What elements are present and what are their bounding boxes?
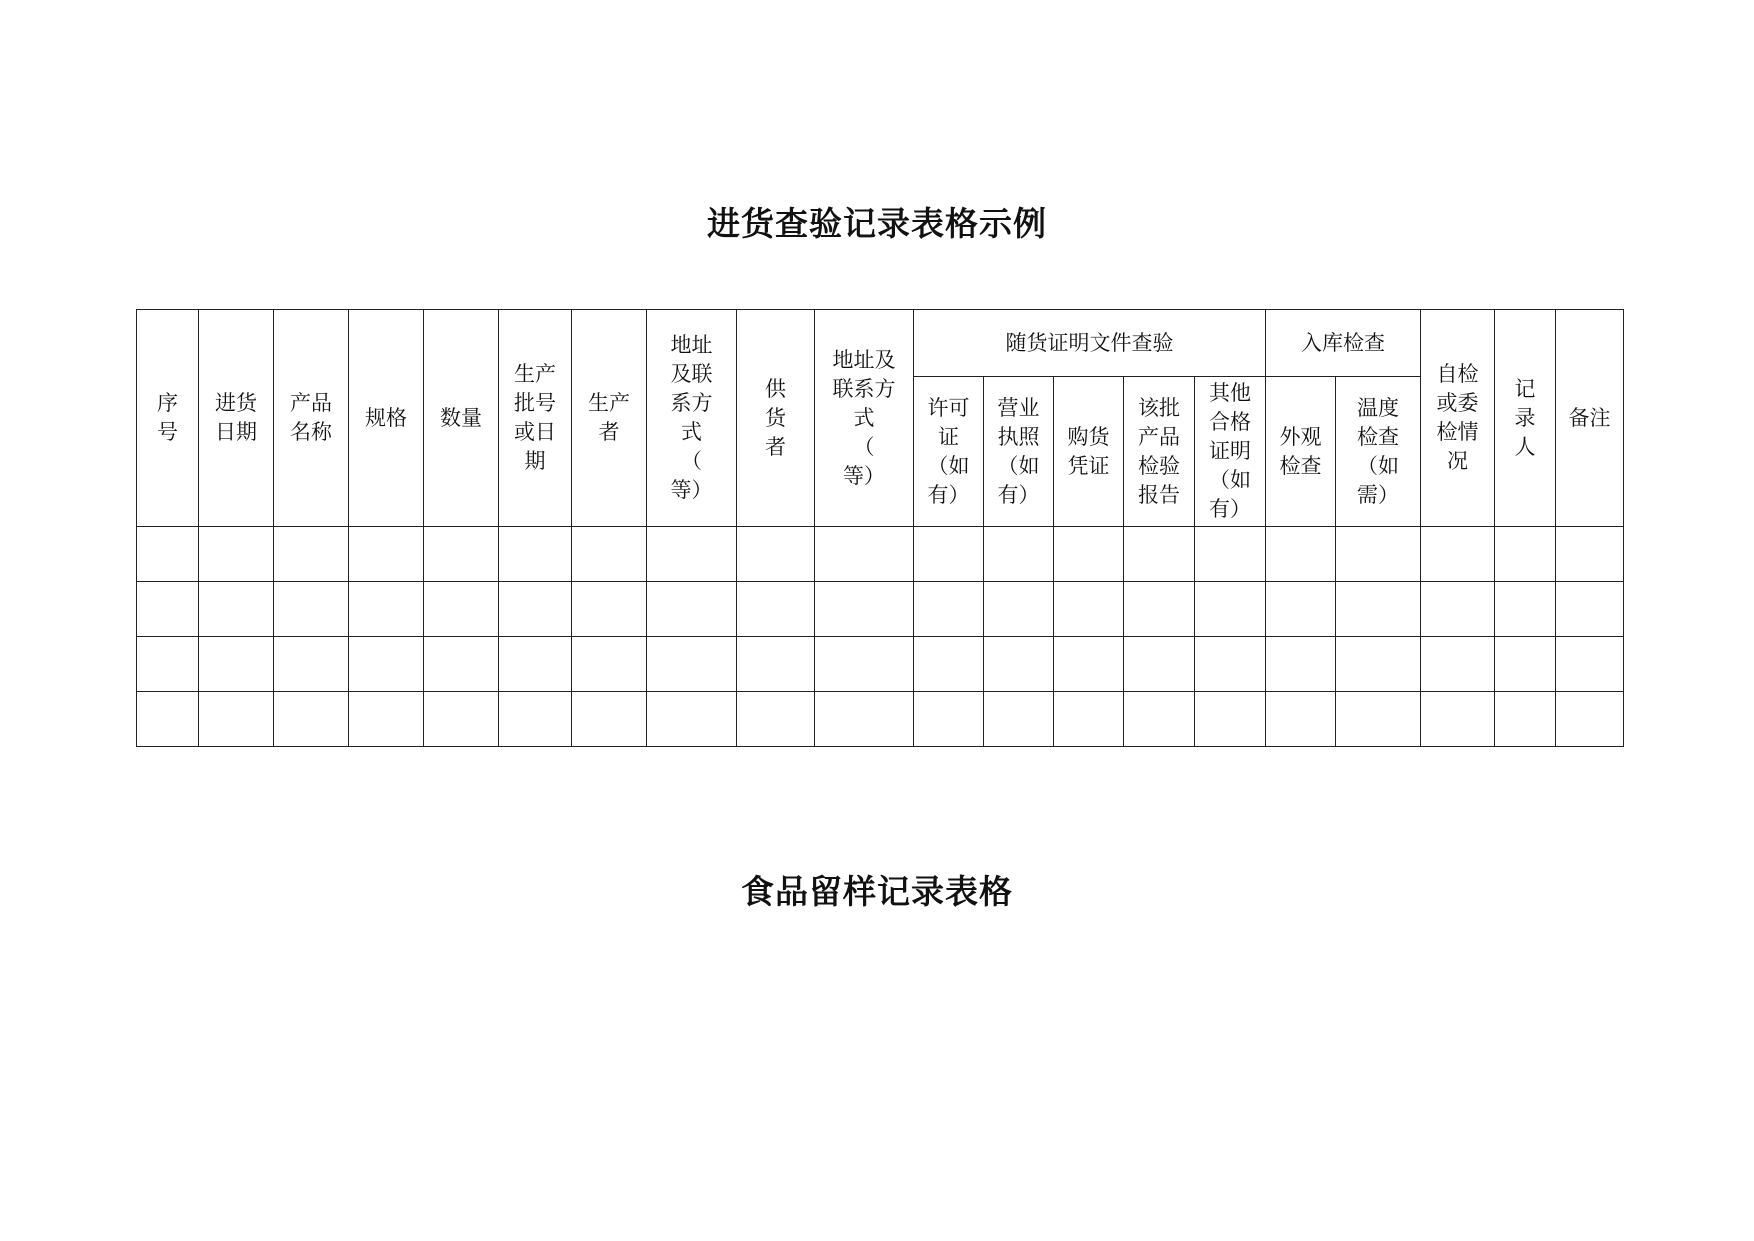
- table-cell: [1556, 527, 1624, 582]
- table-cell: [914, 582, 984, 637]
- table-cell: [1195, 582, 1266, 637]
- table-cell: [914, 527, 984, 582]
- table-cell: [984, 692, 1054, 747]
- header-license: 许可 证 （如 有）: [914, 377, 984, 527]
- table-cell: [1556, 692, 1624, 747]
- table-cell: [499, 582, 572, 637]
- table-cell: [737, 692, 815, 747]
- table-cell: [1195, 527, 1266, 582]
- table-cell: [274, 637, 349, 692]
- table-cell: [499, 637, 572, 692]
- header-batch: 生产 批号 或日 期: [499, 310, 572, 527]
- header-row-top: [137, 310, 1624, 377]
- page-title: 进货查验记录表格示例: [707, 204, 1047, 243]
- table-cell: [1124, 692, 1195, 747]
- table-cell: [1054, 582, 1124, 637]
- table-cell: [1124, 637, 1195, 692]
- table-cell: [914, 637, 984, 692]
- table-cell: [424, 637, 499, 692]
- header-producer-contact: 地址 及联 系方 式 （ 等）: [647, 310, 737, 527]
- table-cell: [1054, 527, 1124, 582]
- header-product-name: 产品 名称: [274, 310, 349, 527]
- table-cell: [1421, 692, 1495, 747]
- table-cell: [1495, 582, 1556, 637]
- table-row: [137, 637, 1624, 692]
- table-cell: [137, 692, 199, 747]
- table-cell: [1195, 637, 1266, 692]
- table-cell: [274, 692, 349, 747]
- table-body: [137, 527, 1624, 747]
- table-cell: [137, 582, 199, 637]
- table-cell: [499, 527, 572, 582]
- table-cell: [984, 582, 1054, 637]
- table-cell: [1266, 637, 1336, 692]
- table-cell: [1336, 527, 1421, 582]
- table-cell: [1421, 527, 1495, 582]
- table-cell: [274, 582, 349, 637]
- table-cell: [499, 692, 572, 747]
- table-cell: [349, 637, 424, 692]
- header-appearance-check: 外观 检查: [1266, 377, 1336, 527]
- header-other-cert: 其他 合格 证明 （如 有）: [1195, 377, 1266, 527]
- header-supplier-contact: 地址及 联系方 式 （ 等）: [815, 310, 914, 527]
- header-storage-group: 入库检查: [1266, 310, 1421, 377]
- header-temperature-check: 温度 检查 （如 需）: [1336, 377, 1421, 527]
- table-cell: [1556, 637, 1624, 692]
- table-cell: [1195, 692, 1266, 747]
- header-batch-report: 该批 产品 检验 报告: [1124, 377, 1195, 527]
- header-docs-group: 随货证明文件查验: [914, 310, 1266, 377]
- header-remarks: 备注: [1556, 310, 1624, 527]
- table-cell: [737, 527, 815, 582]
- header-supplier: 供 货 者: [737, 310, 815, 527]
- table-cell: [1336, 692, 1421, 747]
- header-self-inspection: 自检 或委 检情 况: [1421, 310, 1495, 527]
- table-cell: [1421, 637, 1495, 692]
- table-cell: [737, 637, 815, 692]
- header-purchase-date: 进货 日期: [199, 310, 274, 527]
- header-quantity: 数量: [424, 310, 499, 527]
- header-purchase-voucher: 购货 凭证: [1054, 377, 1124, 527]
- table-cell: [572, 582, 647, 637]
- purchase-inspection-table: [136, 309, 1624, 747]
- section-title: 食品留样记录表格: [741, 872, 1013, 911]
- table-cell: [199, 527, 274, 582]
- table-cell: [572, 692, 647, 747]
- table-cell: [137, 527, 199, 582]
- table-cell: [349, 527, 424, 582]
- table-cell: [647, 637, 737, 692]
- table-cell: [1266, 692, 1336, 747]
- table-cell: [1054, 637, 1124, 692]
- table-row: [137, 692, 1624, 747]
- table-cell: [349, 692, 424, 747]
- table-cell: [349, 582, 424, 637]
- table-cell: [815, 692, 914, 747]
- header-producer: 生产 者: [572, 310, 647, 527]
- table-cell: [424, 692, 499, 747]
- header-seq: 序 号: [137, 310, 199, 527]
- header-business-license: 营业 执照 （如 有）: [984, 377, 1054, 527]
- table-cell: [647, 692, 737, 747]
- table-cell: [137, 637, 199, 692]
- table-cell: [199, 692, 274, 747]
- table-cell: [984, 637, 1054, 692]
- table-cell: [815, 637, 914, 692]
- table-cell: [274, 527, 349, 582]
- table-cell: [1495, 527, 1556, 582]
- table-cell: [914, 692, 984, 747]
- table-row: [137, 527, 1624, 582]
- table-cell: [737, 582, 815, 637]
- table-cell: [1495, 637, 1556, 692]
- table-cell: [1124, 527, 1195, 582]
- table-cell: [984, 527, 1054, 582]
- table-cell: [1266, 582, 1336, 637]
- table-cell: [1054, 692, 1124, 747]
- table-row: [137, 582, 1624, 637]
- table-cell: [815, 582, 914, 637]
- table-cell: [424, 527, 499, 582]
- table-cell: [647, 527, 737, 582]
- table-cell: [1421, 582, 1495, 637]
- table-cell: [572, 637, 647, 692]
- table-cell: [1266, 527, 1336, 582]
- table-cell: [1336, 637, 1421, 692]
- table-cell: [1495, 692, 1556, 747]
- table-cell: [572, 527, 647, 582]
- header-recorder: 记 录 人: [1495, 310, 1556, 527]
- table-cell: [1124, 582, 1195, 637]
- table-cell: [647, 582, 737, 637]
- table-cell: [1336, 582, 1421, 637]
- table-cell: [815, 527, 914, 582]
- table-cell: [1556, 582, 1624, 637]
- header-spec: 规格: [349, 310, 424, 527]
- table-cell: [199, 582, 274, 637]
- table-cell: [199, 637, 274, 692]
- table-cell: [424, 582, 499, 637]
